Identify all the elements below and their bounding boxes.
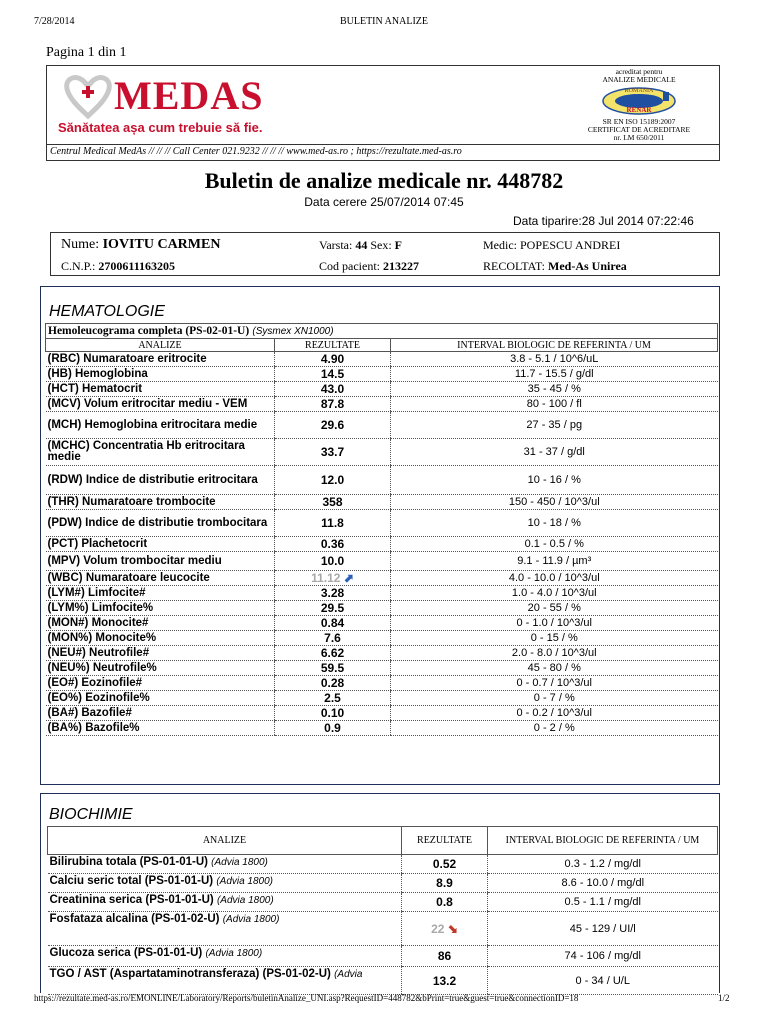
- result-value: 0.52: [432, 857, 457, 871]
- patient-code: [319, 259, 419, 274]
- reference-interval: 9.1 - 11.9 / µm³: [391, 552, 718, 571]
- analysis-value: [275, 412, 391, 439]
- analysis-name: (RDW) Indice de distributie eritrocitara: [46, 466, 275, 495]
- result-value: 0.84: [320, 616, 345, 630]
- reference-interval: 0 - 15 / %: [391, 631, 718, 646]
- reference-interval: 0.1 - 0.5 / %: [391, 537, 718, 552]
- table-row: [46, 661, 718, 676]
- age-label: Varsta:: [319, 238, 353, 252]
- patient-info: [50, 232, 720, 276]
- doctor-value: POPESCU ANDREI: [520, 238, 621, 252]
- analysis-value: [275, 439, 391, 466]
- analysis-value: [402, 893, 488, 912]
- table-row: [46, 510, 718, 537]
- result-value: 11.12: [311, 571, 341, 585]
- analysis-label: TGO / AST (Aspartataminotransferaza) (PS-01-02-U): [49, 968, 331, 980]
- result-value: 0.28: [320, 676, 345, 690]
- hematologie-table: [45, 323, 718, 736]
- reference-interval: 1.0 - 4.0 / 10^3/ul: [391, 586, 718, 601]
- table-row: [46, 691, 718, 706]
- result-value: 33.7: [320, 445, 345, 459]
- table-row: [46, 571, 718, 586]
- table-row: [46, 439, 718, 466]
- group-header: [46, 324, 718, 339]
- biochimie-section: [40, 793, 720, 993]
- section-title: HEMATOLOGIE: [49, 303, 165, 320]
- analysis-value: [275, 676, 391, 691]
- analysis-value: [275, 495, 391, 510]
- table-row: [46, 586, 718, 601]
- analysis-label: Creatinina serica (PS-01-01-U): [49, 894, 214, 906]
- table-row: [48, 946, 718, 967]
- table-row: [46, 537, 718, 552]
- reference-interval: 2.0 - 8.0 / 10^3/ul: [391, 646, 718, 661]
- analysis-value: [402, 912, 488, 946]
- hematologie-section: [40, 286, 720, 785]
- reference-interval: 80 - 100 / fl: [391, 397, 718, 412]
- result-value: 59.5: [320, 661, 345, 675]
- accreditation-block: [553, 68, 725, 142]
- result-value: 29.5: [320, 601, 345, 615]
- accred-line-3: SR EN ISO 15189:2007: [602, 117, 676, 126]
- table-row: [46, 631, 718, 646]
- reference-interval: 0.3 - 1.2 / mg/dl: [488, 855, 718, 874]
- analysis-value: [402, 855, 488, 874]
- table-row: [48, 874, 718, 893]
- analysis-name: (MON#) Monocite#: [46, 616, 275, 631]
- analysis-value: [275, 721, 391, 736]
- patient-collected: [483, 259, 627, 274]
- result-value: 0.9: [324, 721, 341, 735]
- reference-interval: 0.5 - 1.1 / mg/dl: [488, 893, 718, 912]
- col-analize: ANALIZE: [48, 827, 402, 855]
- name-label: Nume:: [61, 237, 100, 252]
- accred-line-4: CERTIFICAT DE ACREDITARE: [587, 125, 691, 134]
- analysis-name: (WBC) Numaratoare leucocite: [46, 571, 275, 586]
- reference-interval: 27 - 35 / pg: [391, 412, 718, 439]
- analysis-name: [48, 912, 402, 946]
- print-page: 1/2: [718, 993, 730, 1003]
- analysis-label: Fosfataza alcalina (PS-01-02-U): [49, 913, 220, 925]
- reference-interval: 4.0 - 10.0 / 10^3/ul: [391, 571, 718, 586]
- reference-interval: 8.6 - 10.0 / mg/dl: [488, 874, 718, 893]
- analysis-value: [275, 510, 391, 537]
- code-value: 213227: [382, 259, 419, 273]
- result-value: 4.90: [320, 352, 345, 366]
- table-row: [46, 552, 718, 571]
- cnp-value: 2700611163205: [98, 259, 176, 273]
- analysis-name: [48, 946, 402, 967]
- group-name: Hemoleucograma completa (PS-02-01-U): [48, 325, 250, 337]
- result-value: 0.10: [320, 706, 345, 720]
- doctor-label: Medic:: [483, 238, 517, 252]
- reference-interval: 10 - 18 / %: [391, 510, 718, 537]
- print-title: BULETIN ANALIZE: [339, 16, 429, 27]
- col-rezultate: REZULTATE: [275, 339, 391, 352]
- result-value: 22: [431, 921, 445, 936]
- table-row: [46, 412, 718, 439]
- result-value: 86: [437, 949, 452, 963]
- result-value: 13.2: [432, 973, 457, 988]
- analysis-name: (MPV) Volum trombocitar mediu: [46, 552, 275, 571]
- reference-interval: 0 - 2 / %: [391, 721, 718, 736]
- result-value: 3.28: [320, 586, 345, 600]
- analysis-name: (EO%) Eozinofile%: [46, 691, 275, 706]
- contact-bar: Centrul Medical MedAs // // // Call Center 021.9232 // // // www.med-as.ro ; https://rezultate.med-as.ro: [46, 145, 720, 161]
- analysis-value: [402, 946, 488, 967]
- result-value: 2.5: [324, 691, 341, 705]
- print-url: https://rezultate.med-as.ro/EMONLINE/Laboratory/Reports/buletinAnalize_UNI.asp?RequestID=448782&bPrint=true&guest=true&connectionID=18: [34, 993, 579, 1003]
- table-row: [46, 601, 718, 616]
- table-row: [46, 616, 718, 631]
- table-row: [46, 367, 718, 382]
- table-row: [48, 967, 718, 995]
- analysis-name: (BA#) Bazofile#: [46, 706, 275, 721]
- analysis-value: [275, 397, 391, 412]
- renar-seal: [599, 86, 679, 116]
- group-method: (Sysmex XN1000): [252, 326, 334, 337]
- reference-interval: 0 - 0.7 / 10^3/ul: [391, 676, 718, 691]
- biochimie-table: [47, 826, 718, 995]
- result-value: 87.8: [320, 397, 345, 411]
- result-value: 6.62: [320, 646, 345, 660]
- reference-interval: 0 - 1.0 / 10^3/ul: [391, 616, 718, 631]
- analysis-name: (LYM%) Limfocite%: [46, 601, 275, 616]
- analysis-value: [275, 537, 391, 552]
- analysis-value: [275, 631, 391, 646]
- sex-label: Sex:: [370, 238, 392, 252]
- analysis-name: (PCT) Plachetocrit: [46, 537, 275, 552]
- analysis-value: [275, 706, 391, 721]
- analysis-value: [275, 367, 391, 382]
- result-value: 29.6: [320, 418, 345, 432]
- table-row: [48, 893, 718, 912]
- analysis-value: [275, 382, 391, 397]
- analysis-value: [275, 352, 391, 367]
- result-value: 14.5: [320, 367, 345, 381]
- analysis-value: [275, 586, 391, 601]
- result-value: 10.0: [320, 554, 345, 568]
- age-value: 44: [355, 238, 368, 252]
- analysis-name: (THR) Numaratoare trombocite: [46, 495, 275, 510]
- accred-line-5: nr. LM 650/2011: [613, 133, 665, 142]
- arrow-up-icon: ⬈: [340, 571, 354, 585]
- patient-doctor: [483, 238, 620, 253]
- patient-name: [61, 237, 220, 253]
- analysis-value: [275, 552, 391, 571]
- result-value: 43.0: [320, 382, 345, 396]
- report-title: Buletin de analize medicale nr. 448782: [204, 168, 564, 193]
- analysis-name: (MCH) Hemoglobina eritrocitara medie: [46, 412, 275, 439]
- brand-slogan: Sănătatea așa cum trebuie să fie.: [58, 120, 263, 135]
- seal-top-text: ROMANIA: [624, 88, 654, 94]
- analysis-value: [275, 661, 391, 676]
- print-datetime: Data tiparire:28 Jul 2014 07:22:46: [513, 214, 694, 228]
- analysis-value: [402, 874, 488, 893]
- page-indicator: Pagina 1 din 1: [46, 45, 127, 60]
- reference-interval: 10 - 16 / %: [391, 466, 718, 495]
- section-title: BIOCHIMIE: [49, 806, 133, 823]
- result-value: 8.9: [436, 876, 453, 890]
- patient-age-sex: [319, 238, 402, 253]
- table-row: [46, 397, 718, 412]
- reference-interval: 35 - 45 / %: [391, 382, 718, 397]
- analysis-label: Bilirubina totala (PS-01-01-U): [49, 856, 208, 868]
- reference-interval: 11.7 - 15.5 / g/dl: [391, 367, 718, 382]
- col-analize: ANALIZE: [46, 339, 275, 352]
- col-rezultate: REZULTATE: [402, 827, 488, 855]
- analysis-value: [275, 691, 391, 706]
- table-row: [46, 646, 718, 661]
- analysis-label: Calciu seric total (PS-01-01-U): [49, 875, 214, 887]
- analysis-name: (LYM#) Limfocite#: [46, 586, 275, 601]
- medas-logo: [58, 72, 324, 142]
- analysis-method: (Advia 1800): [216, 895, 274, 906]
- analysis-name: (HB) Hemoglobina: [46, 367, 275, 382]
- analysis-method: (Advia: [334, 969, 363, 980]
- result-value: 0.36: [320, 537, 345, 551]
- reference-interval: 31 - 37 / g/dl: [391, 439, 718, 466]
- result-value: 0.8: [436, 895, 453, 909]
- reference-interval: 45 - 129 / UI/l: [488, 912, 718, 946]
- request-date: Data cerere 25/07/2014 07:45: [304, 195, 464, 209]
- accred-line-1: acreditat pentru: [615, 67, 663, 76]
- reference-interval: 74 - 106 / mg/dl: [488, 946, 718, 967]
- analysis-name: (PDW) Indice de distributie trombocitara: [46, 510, 275, 537]
- table-row: [46, 495, 718, 510]
- patient-cnp: [61, 259, 175, 274]
- analysis-name: (BA%) Bazofile%: [46, 721, 275, 736]
- analysis-name: (HCT) Hematocrit: [46, 382, 275, 397]
- result-value: 358: [322, 495, 343, 509]
- table-row: [48, 912, 718, 946]
- analysis-name: (MON%) Monocite%: [46, 631, 275, 646]
- reference-interval: 3.8 - 5.1 / 10^6/uL: [391, 352, 718, 367]
- analysis-name: (NEU%) Neutrofile%: [46, 661, 275, 676]
- result-value: 7.6: [324, 631, 341, 645]
- analysis-name: (MCHC) Concentratia Hb eritrocitara medie: [46, 439, 275, 466]
- analysis-name: [48, 874, 402, 893]
- col-interval: INTERVAL BIOLOGIC DE REFERINTA / UM: [391, 339, 718, 352]
- print-date: 7/28/2014: [34, 16, 75, 27]
- analysis-value: [275, 466, 391, 495]
- analysis-value: [402, 967, 488, 995]
- analysis-name: (MCV) Volum eritrocitar mediu - VEM: [46, 397, 275, 412]
- analysis-name: [48, 967, 402, 995]
- collected-label: RECOLTAT:: [483, 259, 546, 273]
- code-label: Cod pacient:: [319, 259, 380, 273]
- table-row: [46, 382, 718, 397]
- arrow-down-icon: ⬊: [444, 921, 458, 936]
- analysis-method: (Advia 1800): [222, 914, 280, 925]
- analysis-name: (RBC) Numaratoare eritrocite: [46, 352, 275, 367]
- table-row: [46, 706, 718, 721]
- reference-interval: 0 - 7 / %: [391, 691, 718, 706]
- brand-name: MEDAS: [114, 73, 264, 118]
- analysis-name: [48, 893, 402, 912]
- reference-interval: 45 - 80 / %: [391, 661, 718, 676]
- analysis-name: (EO#) Eozinofile#: [46, 676, 275, 691]
- cnp-label: C.N.P.:: [61, 259, 96, 273]
- analysis-value: [275, 646, 391, 661]
- accred-line-2: ANALIZE MEDICALE: [602, 75, 676, 84]
- name-value: IOVITU CARMEN: [102, 237, 221, 252]
- analysis-value: [275, 616, 391, 631]
- table-row: [46, 352, 718, 367]
- sex-value: F: [394, 238, 403, 252]
- reference-interval: 20 - 55 / %: [391, 601, 718, 616]
- analysis-label: Glucoza serica (PS-01-01-U): [49, 947, 203, 959]
- table-row: [46, 676, 718, 691]
- analysis-method: (Advia 1800): [211, 857, 268, 868]
- analysis-method: (Advia 1800): [205, 948, 263, 959]
- reference-interval: 0 - 34 / U/L: [488, 967, 718, 995]
- table-row: [46, 721, 718, 736]
- table-row: [48, 855, 718, 874]
- analysis-name: (NEU#) Neutrofile#: [46, 646, 275, 661]
- analysis-value: [275, 571, 391, 586]
- analysis-value: [275, 601, 391, 616]
- reference-interval: 150 - 450 / 10^3/ul: [391, 495, 718, 510]
- seal-bottom-text: RENAR: [626, 106, 652, 114]
- result-value: 11.8: [321, 516, 344, 530]
- table-row: [46, 466, 718, 495]
- result-value: 12.0: [320, 473, 345, 487]
- col-interval: INTERVAL BIOLOGIC DE REFERINTA / UM: [488, 827, 718, 855]
- analysis-method: (Advia 1800): [216, 876, 274, 887]
- analysis-name: [48, 855, 402, 874]
- reference-interval: 0 - 0.2 / 10^3/ul: [391, 706, 718, 721]
- collected-value: Med-As Unirea: [548, 259, 627, 273]
